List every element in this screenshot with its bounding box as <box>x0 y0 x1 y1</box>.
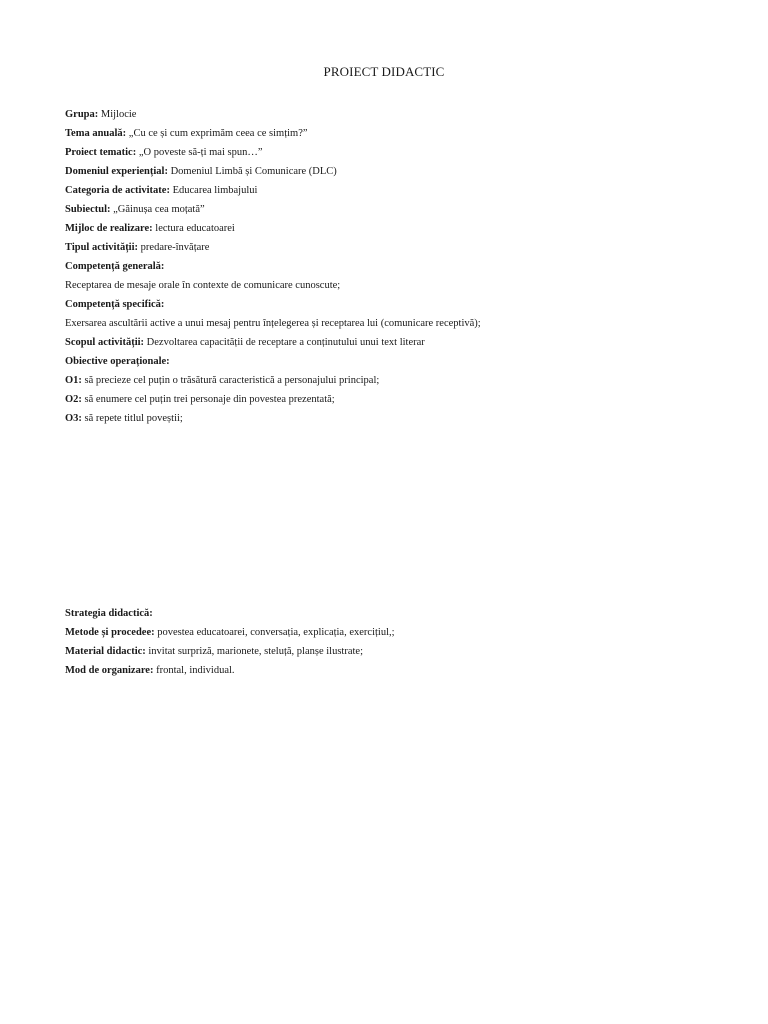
objective-o2 <box>65 390 715 409</box>
field-proiect-tematic <box>65 143 715 162</box>
field-value: Mijlocie <box>98 109 137 120</box>
field-scopul <box>65 333 715 352</box>
objective-label: O1: <box>65 375 82 386</box>
competenta-specifica-heading <box>65 295 715 314</box>
field-label: Grupa: <box>65 109 99 120</box>
field-label: Subiectul: <box>65 204 111 215</box>
field-value: „Găinușa cea moțată” <box>110 204 205 215</box>
field-subiectul <box>65 200 715 219</box>
competenta-specifica-text: Exersarea ascultării active a unui mesaj pentru înțelegerea și receptarea lui (comunicare receptivă); <box>65 318 481 329</box>
field-tema-anuala <box>65 124 715 143</box>
field-label: Proiect tematic: <box>65 147 137 158</box>
field-value: povestea educatoarei, conversația, explicația, exercițiul,; <box>154 627 395 638</box>
field-label: Scopul activității: <box>65 337 145 348</box>
field-tipul-activitatii <box>65 238 715 257</box>
field-label: Categoria de activitate: <box>65 185 170 196</box>
field-label: Tipul activității: <box>65 242 139 253</box>
objective-text: să enumere cel puțin trei personaje din povestea prezentată; <box>81 394 335 405</box>
competenta-generala-heading <box>65 257 715 276</box>
objective-text: să precieze cel puțin o trăsătură caracteristică a personajului principal; <box>81 375 380 386</box>
project-details <box>65 105 715 428</box>
document-title: PROIECT DIDACTIC <box>323 64 445 79</box>
field-material-didactic <box>65 642 715 661</box>
strategia-heading <box>65 604 715 623</box>
section-label: Obiective operaționale: <box>65 356 170 367</box>
objective-label: O2: <box>65 394 82 405</box>
section-label: Competență generală: <box>65 261 165 272</box>
field-label: Material didactic: <box>65 646 146 657</box>
objective-label: O3: <box>65 413 82 424</box>
field-value: Domeniul Limbă și Comunicare (DLC) <box>167 166 337 177</box>
field-value: invitat surpriză, marionete, steluță, planșe ilustrate; <box>145 646 363 657</box>
objective-text: să repete titlul poveștii; <box>81 413 183 424</box>
field-value: predare-învățare <box>138 242 210 253</box>
field-value: Dezvoltarea capacității de receptare a conținutului unui text literar <box>144 337 425 348</box>
field-label: Mijloc de realizare: <box>65 223 153 234</box>
field-value: „O poveste să-ți mai spun…” <box>136 147 263 158</box>
strategy-section <box>65 604 715 680</box>
objective-o1 <box>65 371 715 390</box>
section-label: Strategia didactică: <box>65 608 153 619</box>
field-mod-organizare <box>65 661 715 680</box>
field-value: frontal, individual. <box>153 665 235 676</box>
field-label: Mod de organizare: <box>65 665 154 676</box>
objective-o3 <box>65 409 715 428</box>
field-label: Metode și procedee: <box>65 627 155 638</box>
field-value: „Cu ce și cum exprimăm ceea ce simțim?” <box>126 128 308 139</box>
field-metode <box>65 623 715 642</box>
field-value: lectura educatoarei <box>152 223 235 234</box>
field-mijloc-realizare <box>65 219 715 238</box>
competenta-generala-text: Receptarea de mesaje orale în contexte de comunicare cunoscute; <box>65 280 341 291</box>
section-label: Competență specifică: <box>65 299 165 310</box>
field-label: Tema anuală: <box>65 128 127 139</box>
field-label: Domeniul experiențial: <box>65 166 168 177</box>
field-value: Educarea limbajului <box>169 185 258 196</box>
field-grupa <box>65 105 715 124</box>
field-domeniul-experiential <box>65 162 715 181</box>
obiective-heading <box>65 352 715 371</box>
field-categoria <box>65 181 715 200</box>
